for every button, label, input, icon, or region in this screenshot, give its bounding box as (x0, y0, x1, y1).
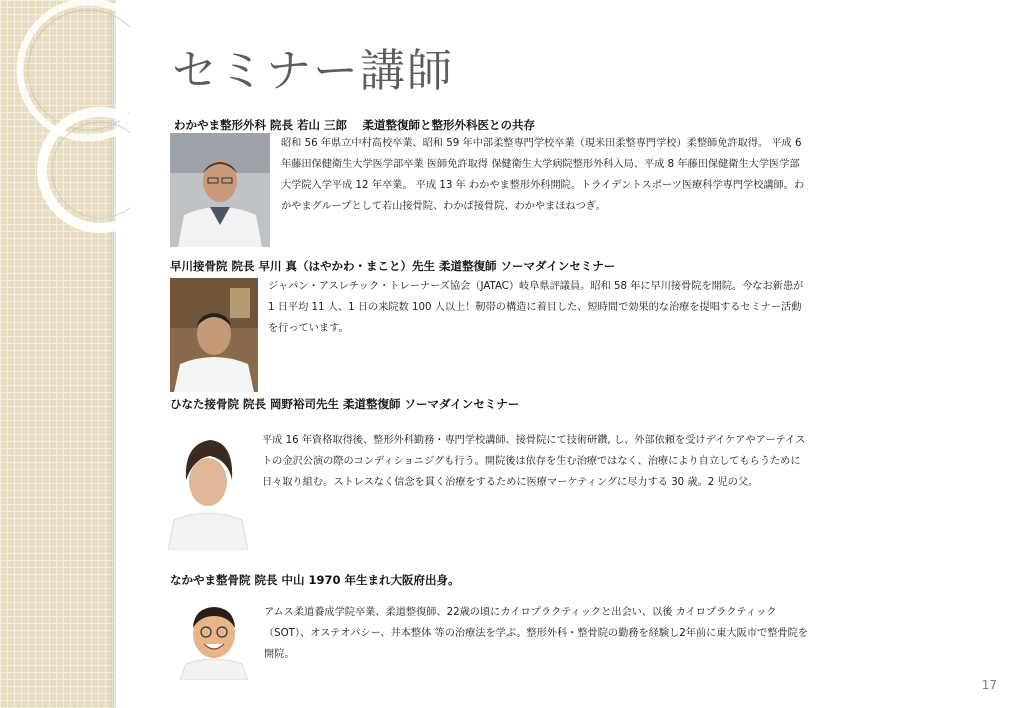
decorative-rings (0, 0, 130, 260)
instructor-3-bio: 平成 16 年資格取得後、整形外科勤務・専門学校講師、接骨院にて技術研鑽, し、外部依頼を受けデイケアやアーテイストの金沢公演の際のコンディショニジグも行う。開院後は依存を生む治療ではなく、治療により自立してもらうために日々取り組む。ストレスなく信念を貫く治療をするために医療マーケティングに尽力する 30 歳。2 児の父。 (262, 435, 806, 488)
instructor-4-bio: アムス柔道養成学院卒業、柔道整復師、22歳の頃にカイロプラクティックと出会い、以後 カイロプラクティック（SOT）、オステオパシー、井本整体 等の治療法を学ぶ。整形外科・整骨院の勤務を経験し2年前に東大阪市で整骨院を開院。 (264, 607, 808, 660)
page-number: 17 (981, 678, 997, 692)
instructor-2-photo (170, 278, 258, 392)
instructor-3-heading: ひなた接骨院 院長 岡野裕司先生 柔道整復師 ソーマダインセミナー (170, 397, 520, 411)
instructor-2-bio: ジャパン・アスレチック・トレーナーズ協会（JATAC）岐阜県評議員。昭和 58 年に早川接骨院を開院。今なお新患が 1 日平均 11 人、1 日の来院数 100 人以上！靭帯の構造に着目した、短時間で効果的な治療を提唱するセミナー活動を行っています。 (268, 281, 804, 334)
instructor-1-heading: わかやま整形外科 院長 若山 三郎 柔道整復師と整形外科医との共存 (174, 118, 536, 132)
instructor-1-bio: 昭和 56 年県立中村高校卒業、昭和 59 年中部柔整専門学校卒業（現米田柔整専門学校）柔整師免許取得。 平成 6 年藤田保健衛生大学医学部卒業 医師免許取得 保健衛生大学病院整形外科入局、平成 8 年藤田保健衛生大学医学部大学院入学平成 12 年卒業。 平成 13 年 わかやま整形外科開院。トライデントスポーツ医療科学専門学校講師。わかやまグループとして若山接骨院、わかば接骨院、わかやまほねつぎ。 (281, 138, 805, 212)
instructor-4-photo (172, 594, 256, 680)
instructor-1-photo (170, 133, 270, 247)
slide-title: セミナー講師 (172, 44, 455, 97)
instructor-4-heading: なかやま整骨院 院長 中山 1970 年生まれ大阪府出身。 (170, 573, 460, 587)
instructor-3-photo (164, 420, 252, 550)
instructor-2-heading: 早川接骨院 院長 早川 真（はやかわ・まこと）先生 柔道整復師 ソーマダインセミナー (170, 259, 616, 273)
